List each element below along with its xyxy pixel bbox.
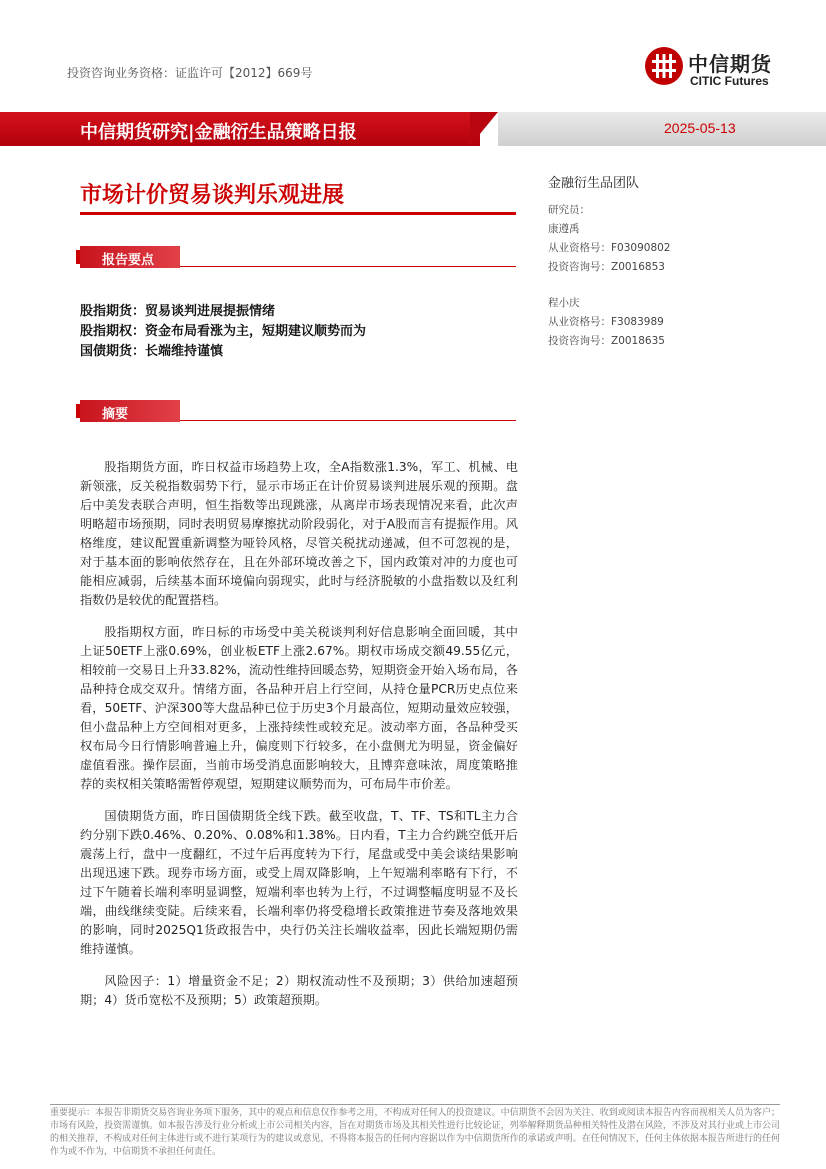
company-logo [644,46,804,96]
citic-logo-icon [644,46,684,86]
report-banner [0,112,826,146]
logo-chinese-name: 中信期货 [688,52,772,76]
analyst-name: 程小庆 [548,297,580,309]
section-header-summary [80,400,516,422]
section-heading: 摘要 [102,407,129,422]
section-heading: 报告要点 [102,253,155,268]
footer-divider [50,1104,780,1105]
team-name: 金融衍生品团队 [548,176,640,191]
analyst-advisory-number: 投资咨询号：Z0016853 [548,261,665,273]
key-point-item: 股指期权：资金布局看涨为主，短期建议顺势而为 [80,324,367,339]
banner-title: 中信期货研究|金融衍生品策略日报 [80,122,357,143]
analyst-sidebar [548,172,748,351]
report-date: 2025-05-13 [664,120,736,136]
license-text: 投资咨询业务资格：证监许可【2012】669号 [67,66,313,80]
section-header-key-points [80,246,516,268]
summary-paragraph: 股指期权方面，昨日标的市场受中美关税谈判利好信息影响全面回暖，其中上证50ETF上涨0.69%，创业板ETF上涨2.67%。期权市场成交额49.55亿元，相较前一交易日上升33.82%，流动性维持回暖态势，短期资金开始入场布局，各品种持仓成交双升。情绪方面，各品种开启上行空间，从持仓量PCR历史点位来看，50ETF、沪深300等大盘品种已位于历史3个月最高位，短期动量效应较强，但小盘品种上方空间相对更多，上涨持续性或较充足。波动率方面，各品种受买权布局今日行情影响普遍上升，偏度则下行较多，在小盘侧尤为明显，资金偏好虚值看涨。操作层面，当前市场受消息面影响较大，且博弈意味浓，周度策略推荐的卖权相关策略需暂停观望，短期建议顺势而为，可布局牛市价差。 [80,625,518,791]
key-point-item: 国债期货：长端维持谨慎 [80,344,224,359]
summary-paragraph: 国债期货方面，昨日国债期货全线下跌。截至收盘，T、TF、TS和TL主力合约分别下跌0.46%、0.20%、0.08%和1.38%。日内看，T主力合约跳空低开后震荡上行，盘中一度翻红，不过午后再度转为下行，尾盘或受中美会谈结果影响出现迅速下跌。现券市场方面，或受上周双降影响，上午短端利率略有下行，不过下午随着长端利率明显调整，短端利率也转为上行，不过调整幅度明显不及长端，曲线继续变陡。后续来看，长端利率仍将受稳增长政策推进节奏及落地效果的影响，同时2025Q1货政报告中，央行仍关注长端收益率，因此长端短期仍需维持谨慎。 [80,809,518,956]
summary-paragraph: 股指期货方面，昨日权益市场趋势上攻，全A指数涨1.3%，军工、机械、电新领涨，反关税指数弱势下行，显示市场正在计价贸易谈判进展乐观的预期。盘后中美发表联合声明，恒生指数等出现跳涨，从离岸市场表现情况来看，此次声明略超市场预期，同时表明贸易摩擦扰动阶段弱化，对于A股而言有提振作用。风格维度，建议配置重新调整为哑铃风格，尽管关税扰动递减，但不可忽视的是，对于基本面的影响依然存在，且在外部环境改善之下，国内政策对冲的力度也可能相应减弱，后续基本面环境偏向弱现实，此时与经济脱敏的小盘指数以及红利指数仍是较优的配置搭档。 [80,460,518,607]
title-divider [80,212,516,215]
analyst-practice-number: 从业资格号：F3083989 [548,316,664,328]
page-title: 市场计价贸易谈判乐观进展 [80,183,345,208]
disclaimer: 重要提示：本报告非期货交易咨询业务项下服务，其中的观点和信息仅作参考之用，不构成对任何人的投资建议。中信期货不会因为关注、收到或阅读本报告内容而视相关人员为客户；市场有风险，投资需谨慎。如本报告涉及行业分析或上市公司相关内容，旨在对期货市场及其相关性进行比较论证，列举解释期货品种相关特性及潜在风险，不涉及对其行业或上市公司的相关推荐，不构成对任何主体进行或不进行某项行为的建议或意见，不得将本报告的任何内容据以作为中信期货所作的承诺或声明。在任何情况下，任何主体依据本报告所进行的任何作为或不作为，中信期货不承担任何责任。 [50,1108,780,1157]
researcher-label: 研究员： [548,204,590,216]
risk-factors: 风险因子：1）增量资金不足；2）期权流动性不及预期；3）供给加速超预期；4）货币宽松不及预期；5）政策超预期。 [80,974,518,1007]
analyst-practice-number: 从业资格号：F03090802 [548,242,671,254]
key-point-item: 股指期货：贸易谈判进展提振情绪 [80,304,276,319]
logo-english-name: CITIC Futures [690,74,769,88]
analyst-name: 康遵禹 [548,223,580,235]
analyst-advisory-number: 投资咨询号：Z0018635 [548,335,665,347]
summary-body [80,458,518,1023]
